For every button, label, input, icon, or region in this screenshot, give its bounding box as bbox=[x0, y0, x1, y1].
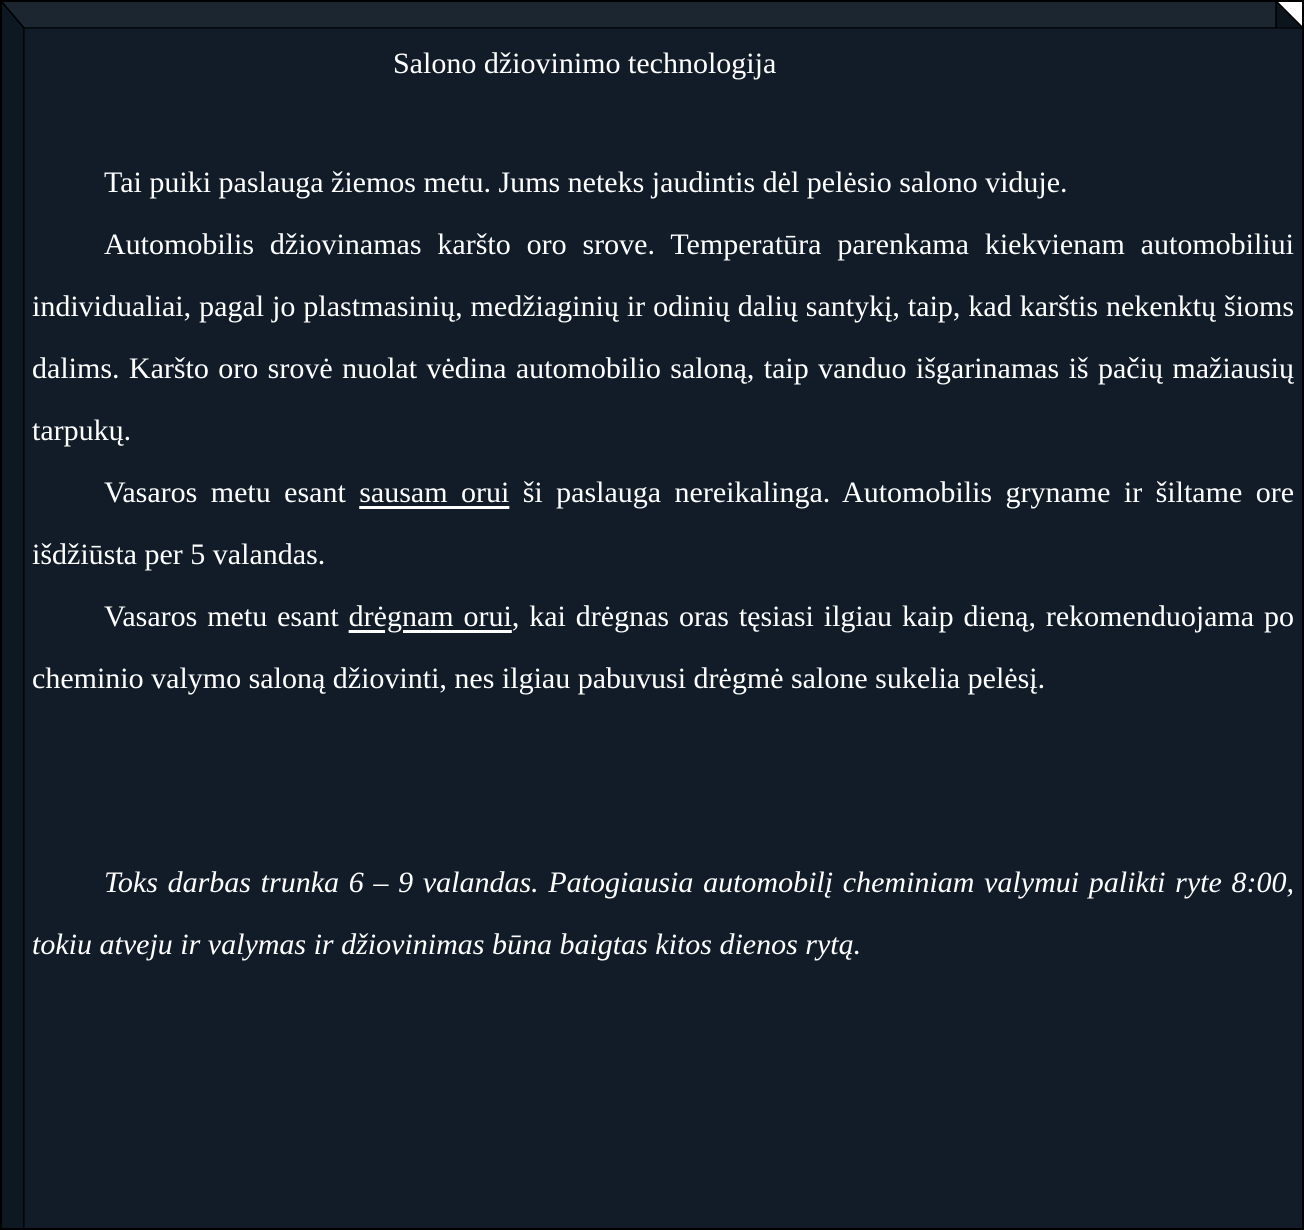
humid-weather-link[interactable]: drėgnam orui bbox=[348, 600, 512, 633]
dry-weather-link[interactable]: sausam orui bbox=[359, 476, 510, 509]
paragraph-hot-air-drying: Automobilis džiovinamas karšto oro srove. Temperatūra parenkama kiekvienam automobiliui individualiai, pagal jo plastmasinių, medžiaginių ir odinių dalių santykį, taip, kad karštis nekenktų šioms dalims. Karšto oro srovė nuolat vėdina automobilio saloną, taip vanduo išgarinamas iš pačių mažiausių tarpukų. bbox=[32, 228, 1294, 447]
paragraph-dry-weather bbox=[32, 462, 1294, 586]
paragraph-humid-weather-tail: , kai drėgnas oras tęsiasi ilgiau kaip dieną, rekomenduojama po cheminio valymo saloną džiovinti, nes ilgiau pabuvusi drėgmė salone sukelia pelėsį. bbox=[32, 600, 1295, 695]
paragraph-winter-service: Tai puiki paslauga žiemos metu. Jums neteks jaudintis dėl pelėsio salono viduje. bbox=[104, 166, 1068, 199]
paragraph-humid-weather-lead: Vasaros metu esant bbox=[104, 600, 349, 633]
panel-left-edge bbox=[1, 1, 24, 1229]
panel-top-edge bbox=[1, 1, 1303, 28]
paragraph-humid-weather bbox=[32, 586, 1294, 710]
page-title: Salono džiovinimo technologija bbox=[393, 47, 777, 80]
paragraph-dry-weather-lead: Vasaros metu esant bbox=[104, 476, 360, 509]
paragraph-dry-weather-tail: ši paslauga nereikalinga. Automobilis gryname ir šiltame ore išdžiūsta per 5 valandas. bbox=[32, 476, 1295, 571]
article-content bbox=[32, 40, 1294, 976]
duration-note: Toks darbas trunka 6 – 9 valandas. Patogiausia automobilį cheminiam valymui palikti ryte 8:00, tokiu atveju ir valymas ir džiovinimas būna baigtas kitos dienos rytą. bbox=[32, 866, 1294, 961]
